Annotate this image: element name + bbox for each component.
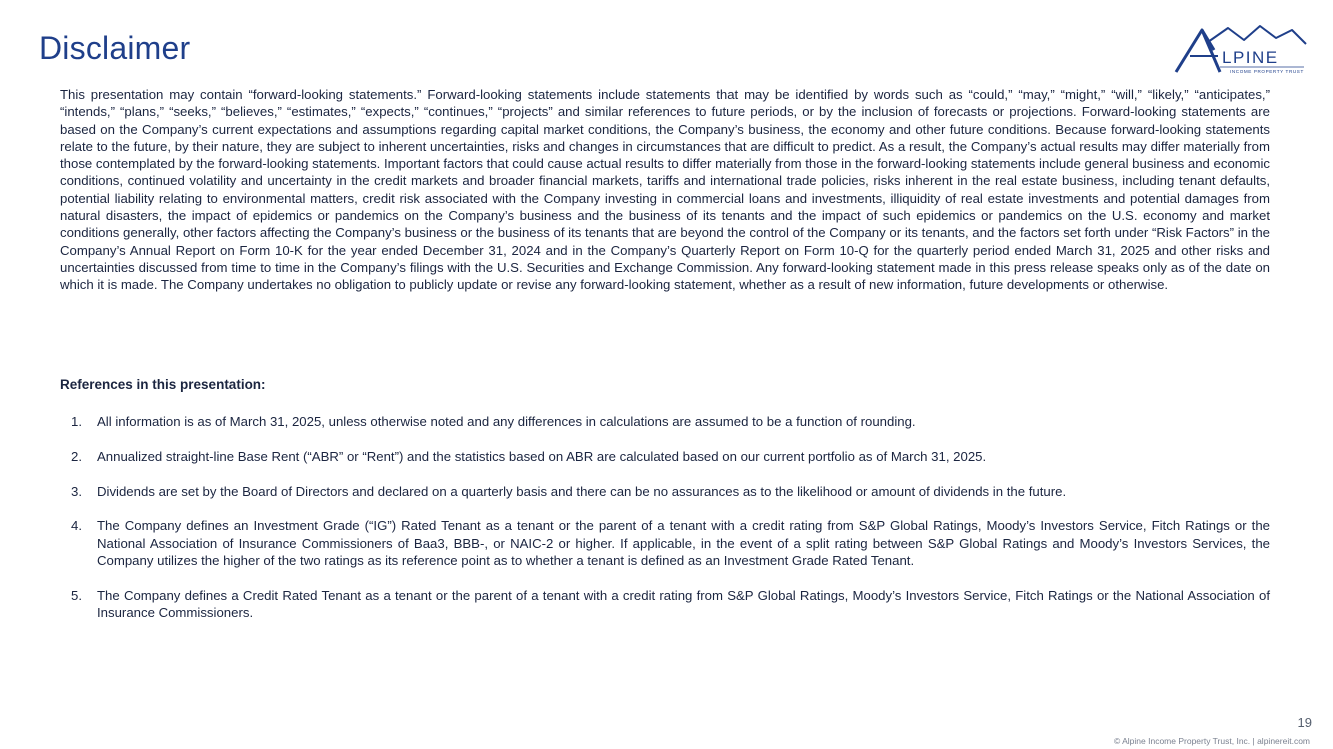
- reference-item: [60, 587, 1270, 622]
- reference-item: [60, 413, 1270, 430]
- company-logo: [1172, 22, 1308, 74]
- page-number: 19: [1297, 715, 1312, 730]
- footer-copyright: © Alpine Income Property Trust, Inc. | alpinereit.com: [1113, 736, 1310, 746]
- references-heading: References in this presentation:: [60, 377, 266, 392]
- reference-number: 1.: [71, 414, 82, 429]
- reference-item: [60, 483, 1270, 500]
- reference-number: 4.: [71, 518, 82, 534]
- reference-text: The Company defines an Investment Grade (“IG”) Rated Tenant as a tenant or the parent of a tenant with a credit rating from S&P Global Ratings, Moody’s Investors Service, Fitch Ratings or the National Association of Insurance Commissioners of Baa3, BBB-, or NAIC-2 or higher. If applicable, in the event of a split rating between S&P Global Ratings and Moody’s Investors Services, the Company utilizes the higher of the two ratings as its reference point as to whether a tenant is defined as an Investment Grade Rated Tenant.: [97, 518, 1270, 568]
- references-list: [60, 413, 1270, 621]
- logo-wordmark: LPINE: [1222, 48, 1279, 67]
- reference-number: 2.: [71, 448, 82, 464]
- reference-text: Annualized straight-line Base Rent (“ABR” or “Rent”) and the statistics based on ABR are calculated based on our current portfolio as of March 31, 2025.: [97, 448, 987, 464]
- mountain-logo-icon: [1172, 22, 1308, 74]
- logo-tagline: INCOME PROPERTY TRUST: [1230, 69, 1304, 74]
- reference-item: [60, 517, 1270, 569]
- reference-text: All information is as of March 31, 2025, unless otherwise noted and any differences in calculations are assumed to be a function of rounding.: [97, 414, 916, 429]
- reference-text: The Company defines a Credit Rated Tenant as a tenant or the parent of a tenant with a credit rating from S&P Global Ratings, Moody’s Investors Service, Fitch Ratings or the National Association of Insurance Commissioners.: [97, 587, 1270, 621]
- disclaimer-paragraph: This presentation may contain “forward-looking statements.” Forward-looking statements include statements that may be identified by words such as “could,” “may,” “might,” “will,” “likely,” “anticipates,” “intends,” “plans,” “seeks,” “believes,” “estimates,” “expects,” “continues,” “projects” and similar references to future periods, or by the inclusion of forecasts or projections. Forward-looking statements are based on the Company’s current expectations and assumptions regarding capital market conditions, the Company’s business, the economy and other future conditions. Because forward-looking statements relate to the future, by their nature, they are subject to inherent uncertainties, risks and changes in circumstances that are difficult to predict. As a result, the Company’s actual results may differ materially from those contemplated by the forward-looking statements. Important factors that could cause actual results to differ materially from those in the forward-looking statements include general business and economic conditions, continued volatility and uncertainty in the credit markets and broader financial markets, tariffs and international trade policies, risks inherent in the real estate business, including tenant defaults, potential liability relating to environmental matters, credit risk associated with the Company investing in commercial loans and investments, illiquidity of real estate investments and potential damages from natural disasters, the impact of epidemics or pandemics on the Company’s business and the business of its tenants and the impact of such epidemics or pandemics on the U.S. economy and market conditions generally, other factors affecting the Company’s business or the business of its tenants that are beyond the control of the Company or its tenants, and the factors set forth under “Risk Factors” in the Company’s Annual Report on Form 10-K for the year ended December 31, 2024 and in the Company’s Quarterly Report on Form 10-Q for the quarterly period ended March 31, 2025 and other risks and uncertainties discussed from time to time in the Company’s filings with the U.S. Securities and Exchange Commission. Any forward-looking statement made in this press release speaks only as of the date on which it is made. The Company undertakes no obligation to publicly update or revise any forward-looking statement, whether as a result of new information, future developments or otherwise.: [60, 87, 1270, 293]
- reference-text: Dividends are set by the Board of Directors and declared on a quarterly basis and there can be no assurances as to the likelihood or amount of dividends in the future.: [97, 483, 1067, 499]
- reference-number: 5.: [71, 587, 82, 603]
- reference-item: [60, 448, 1270, 465]
- page-title: Disclaimer: [39, 30, 191, 66]
- reference-number: 3.: [71, 483, 82, 499]
